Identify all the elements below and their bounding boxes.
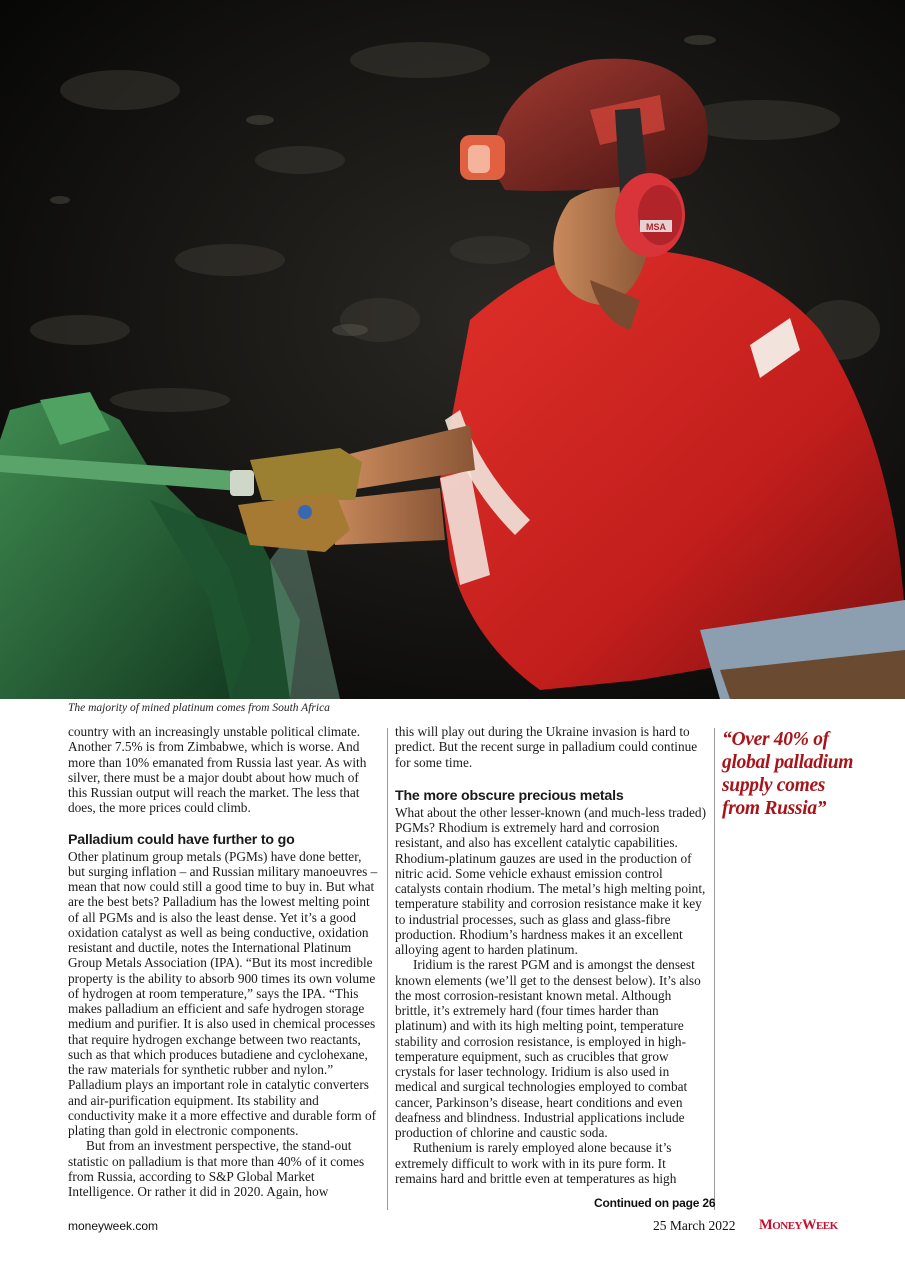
logo-oney: ONEY (772, 1220, 802, 1232)
moneyweek-logo (759, 1217, 838, 1234)
article-column-1 (68, 724, 380, 1199)
section-heading-obscure-metals: The more obscure precious metals (395, 787, 624, 804)
paragraph: Ruthenium is rarely employed alone because it’s extremely difficult to work with in its pure form. It remains hard and brittle even at temperatures as high (395, 1140, 677, 1186)
paragraph: Iridium is the rarest PGM and is amongst the densest known elements (we’ll get to the densest below). It’s also the most corrosion-resistant known metal. Although brittle, it’s extremely hard (four times harder than platinum) and with its high melting point, temperature stability and corrosion resistance, is employed in high-temperature equipment, such as crucibles that grow crystals for laser technology. Iridium is also used in medical and surgical technologies employed to combat cancer, Parkinson’s disease, heart conditions and even deafness and blindness. Industrial applications include production of chlorine and caustic soda. (395, 957, 701, 1140)
helmet-badge-text: MSA (646, 222, 666, 232)
column-divider (714, 728, 715, 1210)
paragraph: country with an increasingly unstable political climate. Another 7.5% is from Zimbabwe, which is worse. And more than 10% emanated from Russia last year. As with silver, there must be a major doubt about how much of this Russian output will reach the market. The less that does, the more prices could climb. (68, 724, 367, 816)
paragraph: What about the other lesser-known (and much-less traded) PGMs? Rhodium is extremely hard and corrosion resistant, and also has excellent catalytic capabilities. Rhodium-platinum gauzes are used in the production of nitric acid. Some vehicle exhaust emission control catalysts contain rhodium. The metal’s high melting point, temperature stability and corrosion resistance make it key to industrial processes, such as glass and glass-fibre production. Rhodium’s hardness makes it an excellent alloying agent to harden platinum. (395, 804, 706, 957)
logo-m: M (759, 1217, 773, 1233)
paragraph: this will play out during the Ukraine invasion is hard to predict. But the recent surge in palladium could continue for some time. (395, 724, 698, 770)
logo-w: W (801, 1217, 816, 1233)
logo-eek: EEK (815, 1220, 838, 1232)
paragraph: But from an investment perspective, the stand-out statistic on palladium is that more than 40% of it comes from Russia, according to S&P Global Market Intelligence. Or rather it did in 2020. Again, how (68, 1138, 365, 1199)
continued-link[interactable]: Continued on page 26 (594, 1196, 716, 1210)
paragraph: Other platinum group metals (PGMs) have done better, but surging inflation – and Russian military manoeuvres – mean that now could still a good time to buy in. But what are the best bets? Palladium has the lowest melting point of all PGMs and is also the least dense. Yet it’s a good oxidation catalyst as well as being conductive, oxidation resistant and ductile, notes the International Platinum Group Metals Association (IPA). “But its most incredible property is the ability to absorb 900 times its own volume of hydrogen at room temperature,” says the IPA. “This makes palladium an efficient and safe hydrogen storage medium and purifier. It is also used in chemical processes that require hydrogen exchange between two reactants, such as that which produces butadiene and cyclohexane, the raw materials for synthetic rubber and nylon.” Palladium plays an important role in catalytic converters and air-purification equipment. Its stability and conductivity make it a more effective and durable form of plating than gold in electronic components. (68, 848, 378, 1138)
footer-date: 25 March 2022 (653, 1218, 736, 1233)
photo-caption: The majority of mined platinum comes from South Africa (68, 702, 330, 714)
section-heading-palladium: Palladium could have further to go (68, 831, 295, 848)
article-column-2 (395, 724, 709, 1186)
pull-quote: “Over 40% of global palladium supply comes from Russia” (722, 729, 854, 819)
footer-url[interactable]: moneyweek.com (68, 1219, 159, 1233)
column-divider (387, 728, 388, 1210)
